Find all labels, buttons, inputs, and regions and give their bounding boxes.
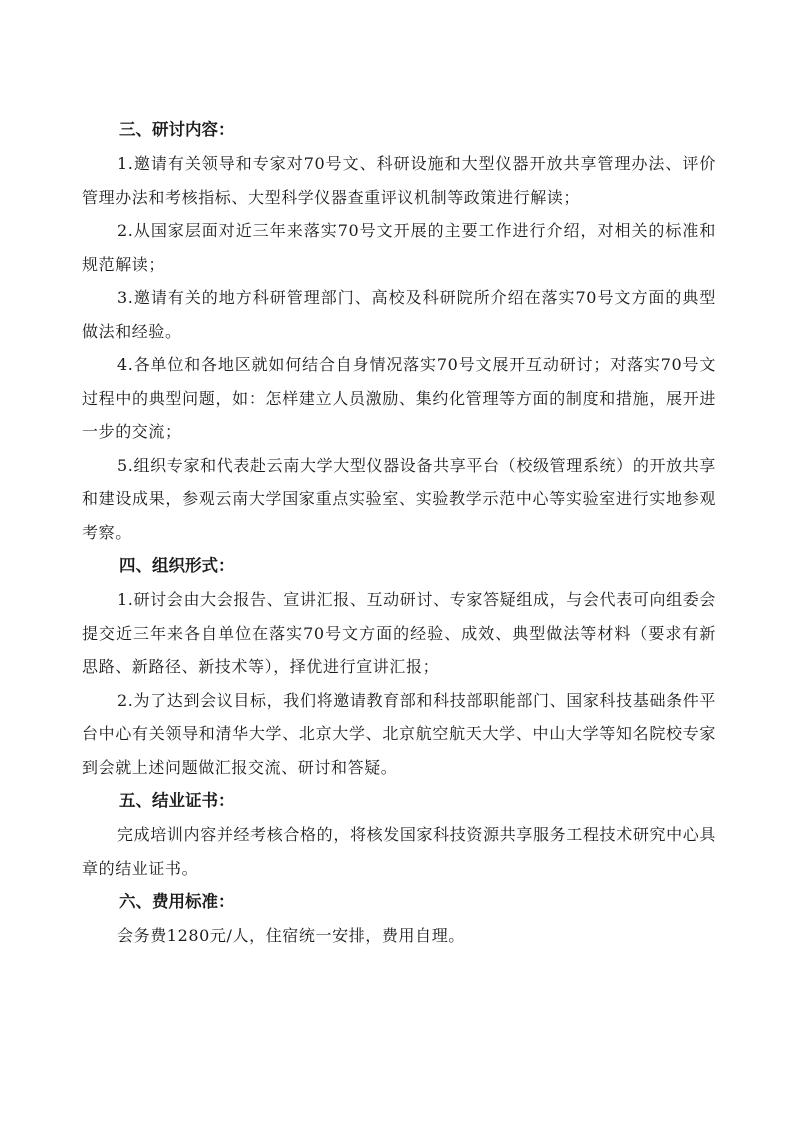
paragraph: 1.邀请有关领导和专家对70号文、科研设施和大型仪器开放共享管理办法、评价管理办法和考核指标、大型科学仪器查重评议机制等政策进行解读； (82, 154, 716, 207)
paragraph: 1.研讨会由大会报告、宣讲汇报、互动研讨、专家答疑组成，与会代表可向组委会提交近三年来各自单位在落实70号文方面的经验、成效、典型做法等材料（要求有新思路、新路径、新技术等），择优进行宣讲汇报； (82, 590, 716, 676)
paragraph: 会务费1280元/人，住宿统一安排，费用自理。 (117, 926, 465, 945)
section-heading-fee-standard: 六、费用标准： (119, 892, 235, 911)
document-body (82, 113, 716, 953)
section-heading-certificate: 五、结业证书： (119, 791, 235, 810)
section-heading-organization-form: 四、组织形式： (119, 556, 235, 575)
paragraph: 4.各单位和各地区就如何结合自身情况落实70号文展开互动研讨；对落实70号文过程中的典型问题，如：怎样建立人员激励、集约化管理等方面的制度和措施，展开进一步的交流； (82, 355, 716, 441)
section-heading-discussion-content: 三、研讨内容： (119, 120, 235, 139)
paragraph: 3.邀请有关的地方科研管理部门、高校及科研院所介绍在落实70号文方面的典型做法和经验。 (82, 288, 716, 341)
paragraph: 完成培训内容并经考核合格的，将核发国家科技资源共享服务工程技术研究中心具章的结业证书。 (82, 825, 716, 878)
paragraph: 2.为了达到会议目标，我们将邀请教育部和科技部职能部门、国家科技基础条件平台中心有关领导和清华大学、北京大学、北京航空航天大学、中山大学等知名院校专家到会就上述问题做汇报交流、研讨和答疑。 (82, 690, 716, 777)
paragraph: 5.组织专家和代表赴云南大学大型仪器设备共享平台（校级管理系统）的开放共享和建设成果，参观云南大学国家重点实验室、实验教学示范中心等实验室进行实地参观考察。 (82, 455, 716, 542)
paragraph: 2.从国家层面对近三年来落实70号文开展的主要工作进行介绍，对相关的标准和规范解读； (82, 221, 716, 274)
